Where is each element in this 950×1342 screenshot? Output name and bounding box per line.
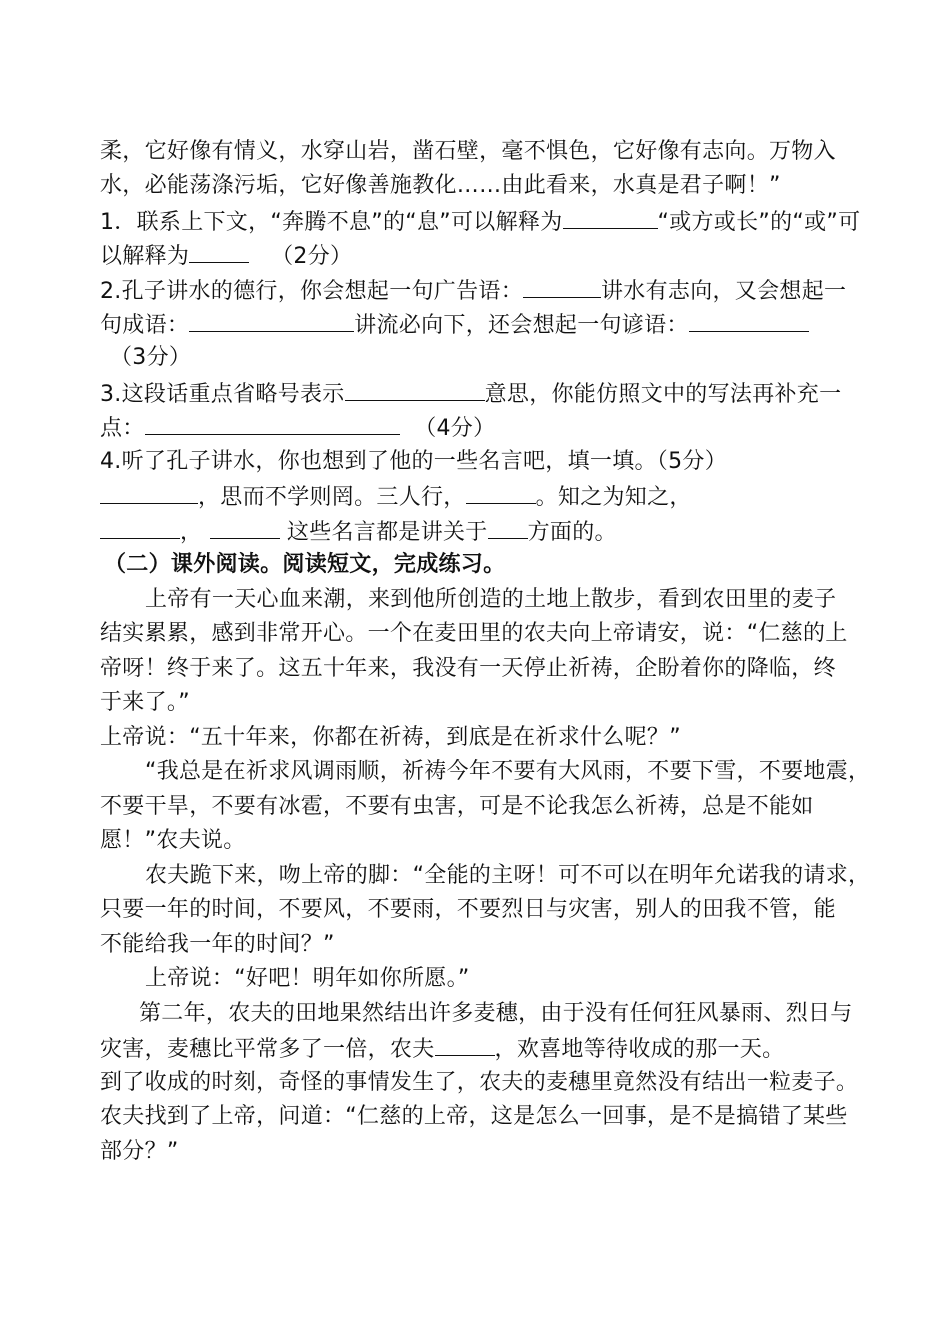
- text: 上帝说：“五十年来，你都在祈祷，到底是在祈求什么呢？”: [100, 725, 681, 750]
- story-line: [145, 859, 905, 893]
- answer-blank[interactable]: [689, 307, 809, 332]
- score: （3分）: [110, 345, 192, 370]
- story-line: [100, 652, 860, 686]
- text: 到了收成的时刻，奇怪的事情发生了，农夫的麦穗里竟然没有结出一粒麦子。: [100, 1070, 859, 1095]
- text: 点：: [100, 416, 145, 441]
- text: 农夫跪下来，吻上帝的脚：“全能的主呀！可不可以在明年允诺我的请求，: [145, 863, 871, 888]
- story-line: [145, 962, 905, 996]
- text: 意思，你能仿照文中的写法再补充一: [484, 382, 842, 407]
- answer-blank[interactable]: [100, 479, 198, 504]
- story-line: [100, 721, 860, 755]
- text: 讲水有志向，又会想起一: [601, 279, 847, 304]
- story-line: [100, 824, 860, 858]
- passage-line: [100, 135, 860, 169]
- passage-line: [100, 169, 860, 203]
- text: 水，必能荡涤污垢，它好像善施教化……由此看来，水真是君子啊！”: [100, 173, 781, 198]
- question-4-cont2: [100, 514, 860, 550]
- section-heading: [104, 548, 864, 582]
- answer-blank[interactable]: [210, 514, 280, 539]
- question-3: [100, 376, 860, 412]
- text: 第二年，农夫的田地果然结出许多麦穗，由于没有任何狂风暴雨、烈日与: [139, 1001, 853, 1026]
- story-line: [100, 1066, 860, 1100]
- answer-blank[interactable]: [523, 273, 601, 298]
- question-2: [100, 273, 860, 309]
- text: 以解释为: [100, 244, 190, 269]
- text: 农夫找到了上帝，问道：“仁慈的上帝，这是怎么一回事，是不是搞错了某些: [100, 1104, 848, 1129]
- text: 2.孔子讲水的德行，你会想起一句广告语：: [100, 279, 523, 304]
- question-2-score: [110, 341, 870, 375]
- text: 方面的。: [527, 520, 617, 545]
- text: 这些名言都是讲关于: [286, 520, 488, 545]
- question-1-cont: [100, 238, 860, 274]
- text: 句成语：: [100, 313, 190, 338]
- story-line: [100, 893, 860, 927]
- text: 1．联系上下文，“奔腾不息”的“息”可以解释为: [100, 210, 563, 235]
- text: 4.听了孔子讲水，你也想到了他的一些名言吧，填一填。（5分）: [100, 449, 727, 474]
- text: 部分？”: [100, 1139, 179, 1164]
- text: ，: [180, 520, 203, 545]
- story-line: [100, 617, 860, 651]
- text: ，思而不学则罔。三人行，: [198, 485, 466, 510]
- answer-blank[interactable]: [466, 479, 536, 504]
- text: ，欢喜地等待收成的那一天。: [494, 1037, 785, 1062]
- heading-text: （二）课外阅读。阅读短文，完成练习。: [104, 552, 506, 577]
- text: 于来了。”: [100, 690, 190, 715]
- answer-blank[interactable]: [488, 514, 528, 539]
- score: （2分）: [271, 244, 353, 269]
- story-line: [100, 1100, 860, 1134]
- question-2-cont: [100, 307, 860, 343]
- text: 柔，它好像有情义，水穿山岩，凿石壁，毫不惧色，它好像有志向。万物入: [100, 139, 836, 164]
- story-line: [100, 686, 860, 720]
- answer-blank[interactable]: [145, 410, 400, 435]
- story-line: [100, 790, 860, 824]
- answer-blank[interactable]: [345, 376, 485, 401]
- score: （4分）: [414, 416, 496, 441]
- text: 3.这段话重点省略号表示: [100, 382, 345, 407]
- story-line: [100, 1135, 860, 1169]
- text: 上帝说：“好吧！明年如你所愿。”: [145, 966, 470, 991]
- question-1: [100, 204, 860, 240]
- story-line: [100, 1031, 860, 1067]
- answer-blank[interactable]: [189, 238, 249, 263]
- answer-blank[interactable]: [189, 307, 354, 332]
- answer-blank[interactable]: [100, 514, 180, 539]
- text: “或方或长”的“或”可: [657, 210, 861, 235]
- story-line: [100, 928, 860, 962]
- story-line: [139, 997, 899, 1031]
- text: 不要干旱，不要有冰雹，不要有虫害，可是不论我怎么祈祷，总是不能如: [100, 794, 814, 819]
- text: 帝呀！终于来了。这五十年来，我没有一天停止祈祷，企盼着你的降临，终: [100, 656, 836, 681]
- answer-blank[interactable]: [563, 204, 658, 229]
- text: 上帝有一天心血来潮，来到他所创造的土地上散步，看到农田里的麦子: [145, 587, 837, 612]
- text: 结实累累，感到非常开心。一个在麦田里的农夫向上帝请安，说：“仁慈的上: [100, 621, 848, 646]
- question-4-cont: [100, 479, 860, 515]
- text: 愿！”农夫说。: [100, 828, 246, 853]
- question-4: [100, 445, 860, 479]
- story-line: [145, 755, 905, 789]
- text: 灾害，麦穗比平常多了一倍，农夫: [100, 1037, 435, 1062]
- text: 不能给我一年的时间？”: [100, 932, 335, 957]
- text: “我总是在祈求风调雨顺，祈祷今年不要有大风雨，不要下雪，不要地震，: [145, 759, 871, 784]
- answer-blank[interactable]: [435, 1031, 495, 1056]
- story-line: [145, 583, 905, 617]
- question-3-cont: [100, 410, 860, 446]
- text: 讲流必向下，还会想起一句谚语：: [354, 313, 689, 338]
- text: 。知之为知之，: [535, 485, 692, 510]
- text: 只要一年的时间，不要风，不要雨，不要烈日与灾害，别人的田我不管，能: [100, 897, 836, 922]
